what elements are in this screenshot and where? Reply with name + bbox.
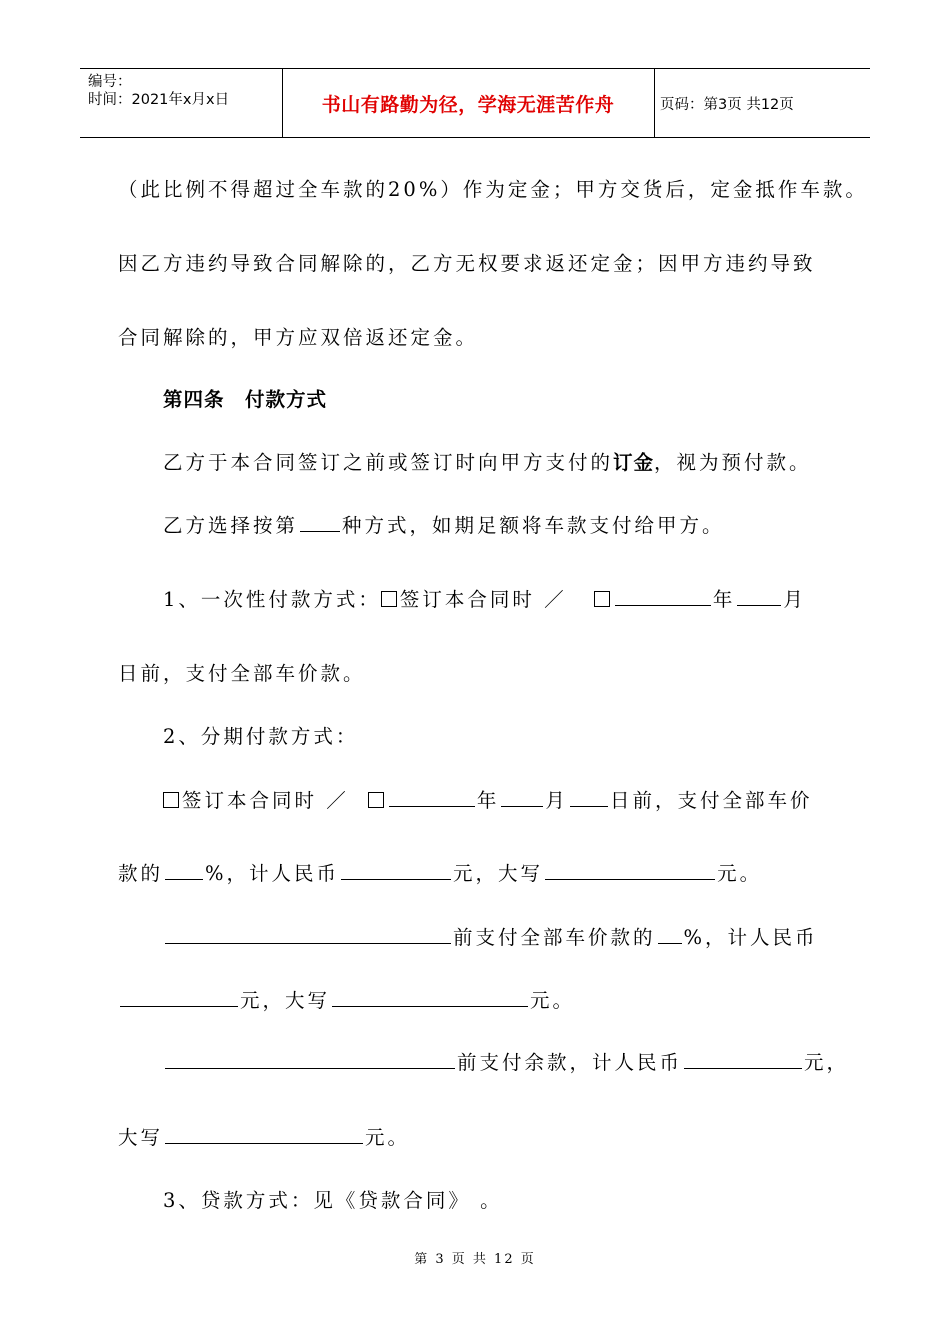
text-span: 1、一次性付款方式： — [163, 588, 381, 611]
text-span: 款的 — [118, 862, 164, 885]
article-title: 第四条 付款方式 — [163, 388, 328, 411]
blank-field[interactable] — [165, 861, 203, 880]
paragraph-line — [163, 922, 818, 950]
paragraph-line: 合同解除的，甲方应双倍返还定金。 — [118, 326, 479, 349]
blank-field[interactable] — [300, 513, 340, 532]
blank-field[interactable] — [737, 587, 781, 606]
checkbox[interactable] — [368, 792, 384, 808]
text-span: 日前，支付全部车价 — [609, 789, 813, 812]
blank-field[interactable] — [332, 988, 528, 1007]
paragraph-line — [118, 1122, 410, 1150]
text-span: 年 — [712, 588, 736, 611]
text-span: 大写 — [118, 1126, 164, 1149]
header-table — [80, 68, 870, 138]
text-span: 月 — [783, 588, 806, 611]
blank-field[interactable] — [165, 925, 451, 944]
deposit-term: 订金 — [613, 451, 655, 474]
document-number-label: 编号： — [88, 74, 132, 90]
text-span: 签订本合同时 ／ — [182, 789, 349, 812]
text-span: 元。 — [530, 989, 576, 1012]
paragraph-line — [163, 510, 725, 538]
text-span: 前支付余款，计人民币 — [457, 1051, 683, 1074]
text-span: %，计人民币 — [683, 926, 818, 949]
text-span: %，计人民币 — [205, 862, 340, 885]
text-span: 种方式，如期足额将车款支付给甲方。 — [342, 514, 725, 537]
checkbox[interactable] — [381, 591, 397, 607]
checkbox[interactable] — [163, 792, 179, 808]
blank-field[interactable] — [165, 1050, 455, 1069]
header-divider — [282, 69, 283, 137]
blank-field[interactable] — [120, 988, 238, 1007]
text-span: 前支付全部车价款的 — [453, 926, 656, 949]
blank-field[interactable] — [501, 788, 543, 807]
paragraph-line: （此比例不得超过全车款的20%）作为定金；甲方交货后，定金抵作车款。 — [118, 178, 868, 201]
blank-field[interactable] — [570, 788, 608, 807]
document-date: 时间：2021年x月x日 — [88, 92, 230, 108]
text-span: 元，大写 — [453, 862, 544, 885]
payment-option-2: 2、分期付款方式： — [163, 725, 359, 748]
paragraph-line: 日前，支付全部车价款。 — [118, 662, 366, 685]
text-span: 元。 — [365, 1126, 411, 1149]
text-span: 元， — [804, 1051, 850, 1074]
text-span: 月 — [545, 789, 568, 812]
text-span: 乙方选择按第 — [163, 514, 299, 537]
header-divider — [654, 69, 655, 137]
blank-field[interactable] — [615, 587, 711, 606]
text-span: 元，大写 — [240, 989, 331, 1012]
paragraph-line — [163, 785, 812, 813]
header-meta — [88, 73, 229, 109]
text-span: 元。 — [717, 862, 763, 885]
blank-field[interactable] — [389, 788, 475, 807]
text-span: 签订本合同时 ／ — [399, 588, 567, 611]
blank-field[interactable] — [658, 925, 682, 944]
paragraph-line — [163, 447, 812, 475]
text-span: 年 — [476, 789, 500, 812]
text-span: 乙方于本合同签订之前或签订时向甲方支付的 — [163, 451, 614, 474]
paragraph-line — [118, 858, 762, 886]
page-footer: 第 3 页 共 12 页 — [414, 1252, 536, 1267]
header-motto: 书山有路勤为径，学海无涯苦作舟 — [321, 93, 615, 116]
blank-field[interactable] — [341, 861, 451, 880]
payment-option-1 — [163, 584, 806, 612]
checkbox[interactable] — [594, 591, 610, 607]
paragraph-line: 因乙方违约导致合同解除的，乙方无权要求返还定金；因甲方违约导致 — [118, 252, 816, 275]
blank-field[interactable] — [165, 1125, 363, 1144]
blank-field[interactable] — [684, 1050, 802, 1069]
text-span: ，视为预付款。 — [654, 451, 812, 474]
paragraph-line — [163, 1047, 849, 1075]
blank-field[interactable] — [545, 861, 715, 880]
payment-option-3: 3、贷款方式：见《贷款合同》 。 — [163, 1189, 503, 1212]
header-page-info: 页码：第3页 共12页 — [660, 96, 794, 113]
paragraph-line — [118, 985, 575, 1013]
